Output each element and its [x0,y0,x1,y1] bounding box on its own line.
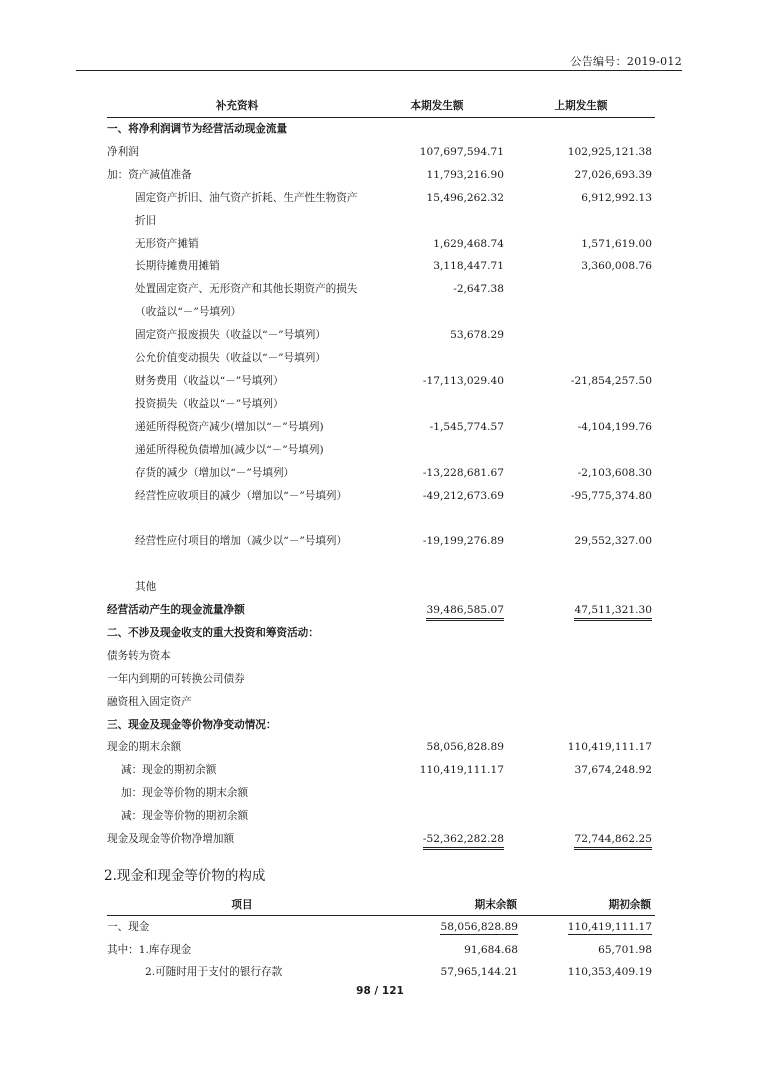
row-label: 净利润 [107,145,139,158]
current-value: 39,486,585.07 [426,603,504,621]
table-row-total [107,599,655,622]
beginning-value: 110,419,111.17 [567,921,652,933]
table-row [107,645,655,668]
row-label: 减：现金等价物的期初余额 [121,810,249,823]
table-row [107,370,655,393]
previous-value: -4,104,199.76 [577,420,652,433]
current-value: 58,056,828.89 [426,741,504,754]
column-header-item: 项目 [107,893,377,916]
row-label: 债务转为资本 [107,649,171,662]
current-value: -19,199,276.89 [422,535,504,548]
row-label: 一、现金 [107,921,150,933]
table-row [107,805,655,828]
table-row [107,916,655,939]
row-label: 经营性应付项目的增加（减少以“－”号填列） [135,535,348,548]
current-value: 11,793,216.90 [426,168,504,181]
column-header-beginning: 期初余额 [521,893,655,916]
row-label: 存货的减少（增加以“－”号填列） [135,466,295,479]
previous-value: -2,103,608.30 [577,466,652,479]
current-value: 107,697,594.71 [419,145,504,158]
table-row [107,759,655,782]
previous-value: -95,775,374.80 [570,489,652,502]
current-value: -52,362,282.28 [423,832,504,850]
table-row [107,118,655,141]
section-heading: 2.现金和现金等价物的构成 [104,868,266,884]
table-row [107,622,655,645]
table-row [107,961,655,984]
beginning-value: 110,353,409.19 [567,966,652,978]
table-header-row [107,93,655,118]
page-number: 98 / 121 [356,985,404,997]
row-label: 递延所得税负债增加(减少以“－”号填列) [135,443,324,456]
current-value: -13,228,681.67 [422,466,504,479]
header-divider [76,70,682,71]
table-row [107,439,655,462]
previous-value: 3,360,008.76 [581,260,652,273]
table-row [107,347,655,370]
table-row [107,714,655,737]
current-value: 53,678.29 [450,329,504,342]
table-row [107,782,655,805]
current-value: 3,118,447.71 [433,260,504,273]
table-row [107,393,655,416]
row-label: 无形资产摊销 [135,237,199,250]
table-row [107,668,655,691]
previous-value: -21,854,257.50 [570,374,652,387]
table-row [107,736,655,759]
beginning-value: 65,701.98 [598,943,652,956]
row-label: 递延所得税资产减少(增加以“－”号填列) [135,420,324,433]
row-label: 2.可随时用于支付的银行存款 [145,966,283,978]
previous-value: 1,571,619.00 [581,237,652,250]
table-row [107,939,655,962]
cash-composition-table [107,893,655,984]
row-label: 其中：1.库存现金 [107,943,192,956]
current-value: -2,647.38 [453,283,504,296]
previous-value: 27,026,693.39 [574,168,652,181]
row-label: 经营性应收项目的减少（增加以“－”号填列） [135,489,348,502]
ending-value: 91,684.68 [464,943,518,956]
table-row [107,485,655,531]
table-row [107,141,655,164]
previous-value: 29,552,327.00 [574,535,652,548]
table-row [107,233,655,256]
row-label: 一、将净利润调节为经营活动现金流量 [107,123,288,135]
row-label: 融资租入固定资产 [107,695,192,708]
previous-value: 6,912,992.13 [581,191,652,204]
current-value: 1,629,468.74 [433,237,504,250]
current-value: -17,113,029.40 [422,374,504,387]
row-label: 长期待摊费用摊销 [135,260,220,273]
row-label: 固定资产报废损失（收益以“－”号填列） [135,329,326,342]
ending-value: 57,965,144.21 [440,966,518,978]
row-label: 投资损失（收益以“－”号填列） [135,397,284,410]
row-label: 一年内到期的可转换公司债券 [107,672,245,685]
supplementary-cashflow-table [107,93,655,851]
column-header-current: 本期发生额 [367,93,507,118]
table-row [107,462,655,485]
current-value: 15,496,262.32 [426,191,504,204]
current-value: 110,419,111.17 [419,764,504,777]
row-label: 固定资产折旧、油气资产折耗、生产性生物资产折旧 [135,191,358,227]
table-row [107,324,655,347]
previous-value: 102,925,121.38 [567,145,652,158]
previous-value: 110,419,111.17 [567,741,652,754]
row-label: 财务费用（收益以“－”号填列） [135,374,284,387]
column-header-item: 补充资料 [107,93,367,118]
row-label: 加：现金等价物的期末余额 [121,787,249,800]
row-label: 加：资产减值准备 [107,168,192,181]
row-label: 公允价值变动损失（收益以“－”号填列） [135,352,326,365]
ending-value: 58,056,828.89 [440,921,518,933]
table-row [107,691,655,714]
row-label: 减：现金的期初余额 [121,764,217,777]
row-label: 现金及现金等价物净增加额 [107,833,235,846]
current-value: -1,545,774.57 [429,420,504,433]
table-row [107,255,655,278]
table-row-total [107,828,655,851]
table-row [107,278,655,324]
column-header-ending: 期末余额 [377,893,521,916]
row-label: 二、不涉及现金收支的重大投资和筹资活动： [107,626,319,639]
current-value: -49,212,673.69 [422,489,504,502]
table-row [107,576,655,599]
table-header-row [107,893,655,916]
row-label: 三、现金及现金等价物净变动情况： [107,718,277,731]
table-row [107,164,655,187]
table-row [107,530,655,576]
row-label: 现金的期末余额 [107,741,182,754]
table-row [107,416,655,439]
row-label: 处置固定资产、无形资产和其他长期资产的损失（收益以“－”号填列） [135,283,358,319]
column-header-previous: 上期发生额 [507,93,655,118]
row-label: 经营活动产生的现金流量净额 [107,604,245,616]
table-row [107,187,655,233]
previous-value: 37,674,248.92 [574,764,652,777]
row-label: 其他 [135,581,157,594]
previous-value: 72,744,862.25 [574,832,652,850]
announcement-number: 公告编号：2019-012 [570,55,682,68]
previous-value: 47,511,321.30 [574,603,652,621]
